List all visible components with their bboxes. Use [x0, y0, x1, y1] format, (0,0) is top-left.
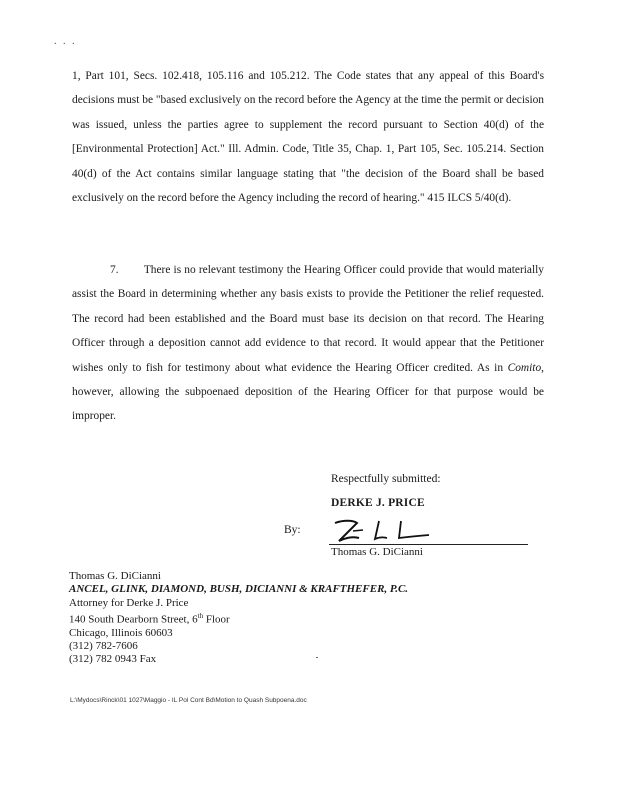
- paragraph-7: [72, 258, 544, 429]
- paragraph-continuation: 1, Part 101, Secs. 102.418, 105.116 and 105.212. The Code states that any appeal of this Board's decisions must be "based exclusively on the record before the Agency at the time the permit or decision was issued, unless the parties agree to supplement the record pursuant to Section 40(d) of the [Environmental Protection] Act." Ill. Admin. Code, Title 35, Chap. 1, Part 105, Sec. 105.214. Section 40(d) of the Act contains similar language stating that "the decision of the Board shall be based exclusively on the record before the Agency including the record of hearing." 415 ILCS 5/40(d).: [72, 70, 544, 205]
- scan-speck: [316, 657, 318, 658]
- corner-marks: . . .: [54, 36, 77, 47]
- handwritten-signature: [333, 517, 433, 545]
- city-line: Chicago, Illinois 60603: [69, 626, 173, 639]
- paragraph-text-end: , however, allowing the subpoenaed deposition of the Hearing Officer for that purpose would be improper.: [72, 361, 544, 423]
- signatory-name: Thomas G. DiCianni: [331, 546, 423, 558]
- address-block: [69, 570, 408, 667]
- attorney-role: Attorney for Derke J. Price: [69, 596, 189, 609]
- paragraph-number: 7.: [110, 264, 119, 276]
- law-firm-name: ANCEL, GLINK, DIAMOND, BUSH, DICIANNI & KRAFTHEFER, P.C.: [69, 583, 409, 596]
- signature-line: [329, 544, 528, 545]
- attorney-name: Thomas G. DiCianni: [69, 570, 161, 582]
- case-name: Comito: [507, 361, 542, 374]
- paragraph-text-start: There is no relevant testimony the Hearing Officer could provide that would materially assist the Board in determining whether any basis exists to provide the Petitioner the relief requested. The record had been established and the Board must base its decision on that record. The Hearing Officer through a deposition cannot add evidence to that record. It would appear that the Petitioner wishes only to fish for testimony about what evidence the Hearing Officer credited. As in: [72, 264, 545, 374]
- street-address: 140 South Dearborn Street, 6th Floor: [69, 611, 230, 626]
- file-path-footer: L:\Mydocs\Rinck\01 1027\Maggio - IL Pol Cont Bd\Motion to Quash Subpoena.doc: [70, 697, 307, 704]
- by-label: By:: [284, 524, 301, 536]
- closing-line: Respectfully submitted:: [331, 473, 441, 485]
- fax-number: (312) 782 0943 Fax: [69, 653, 157, 666]
- party-name: DERKE J. PRICE: [331, 497, 425, 509]
- phone-number: (312) 782-7606: [69, 640, 138, 653]
